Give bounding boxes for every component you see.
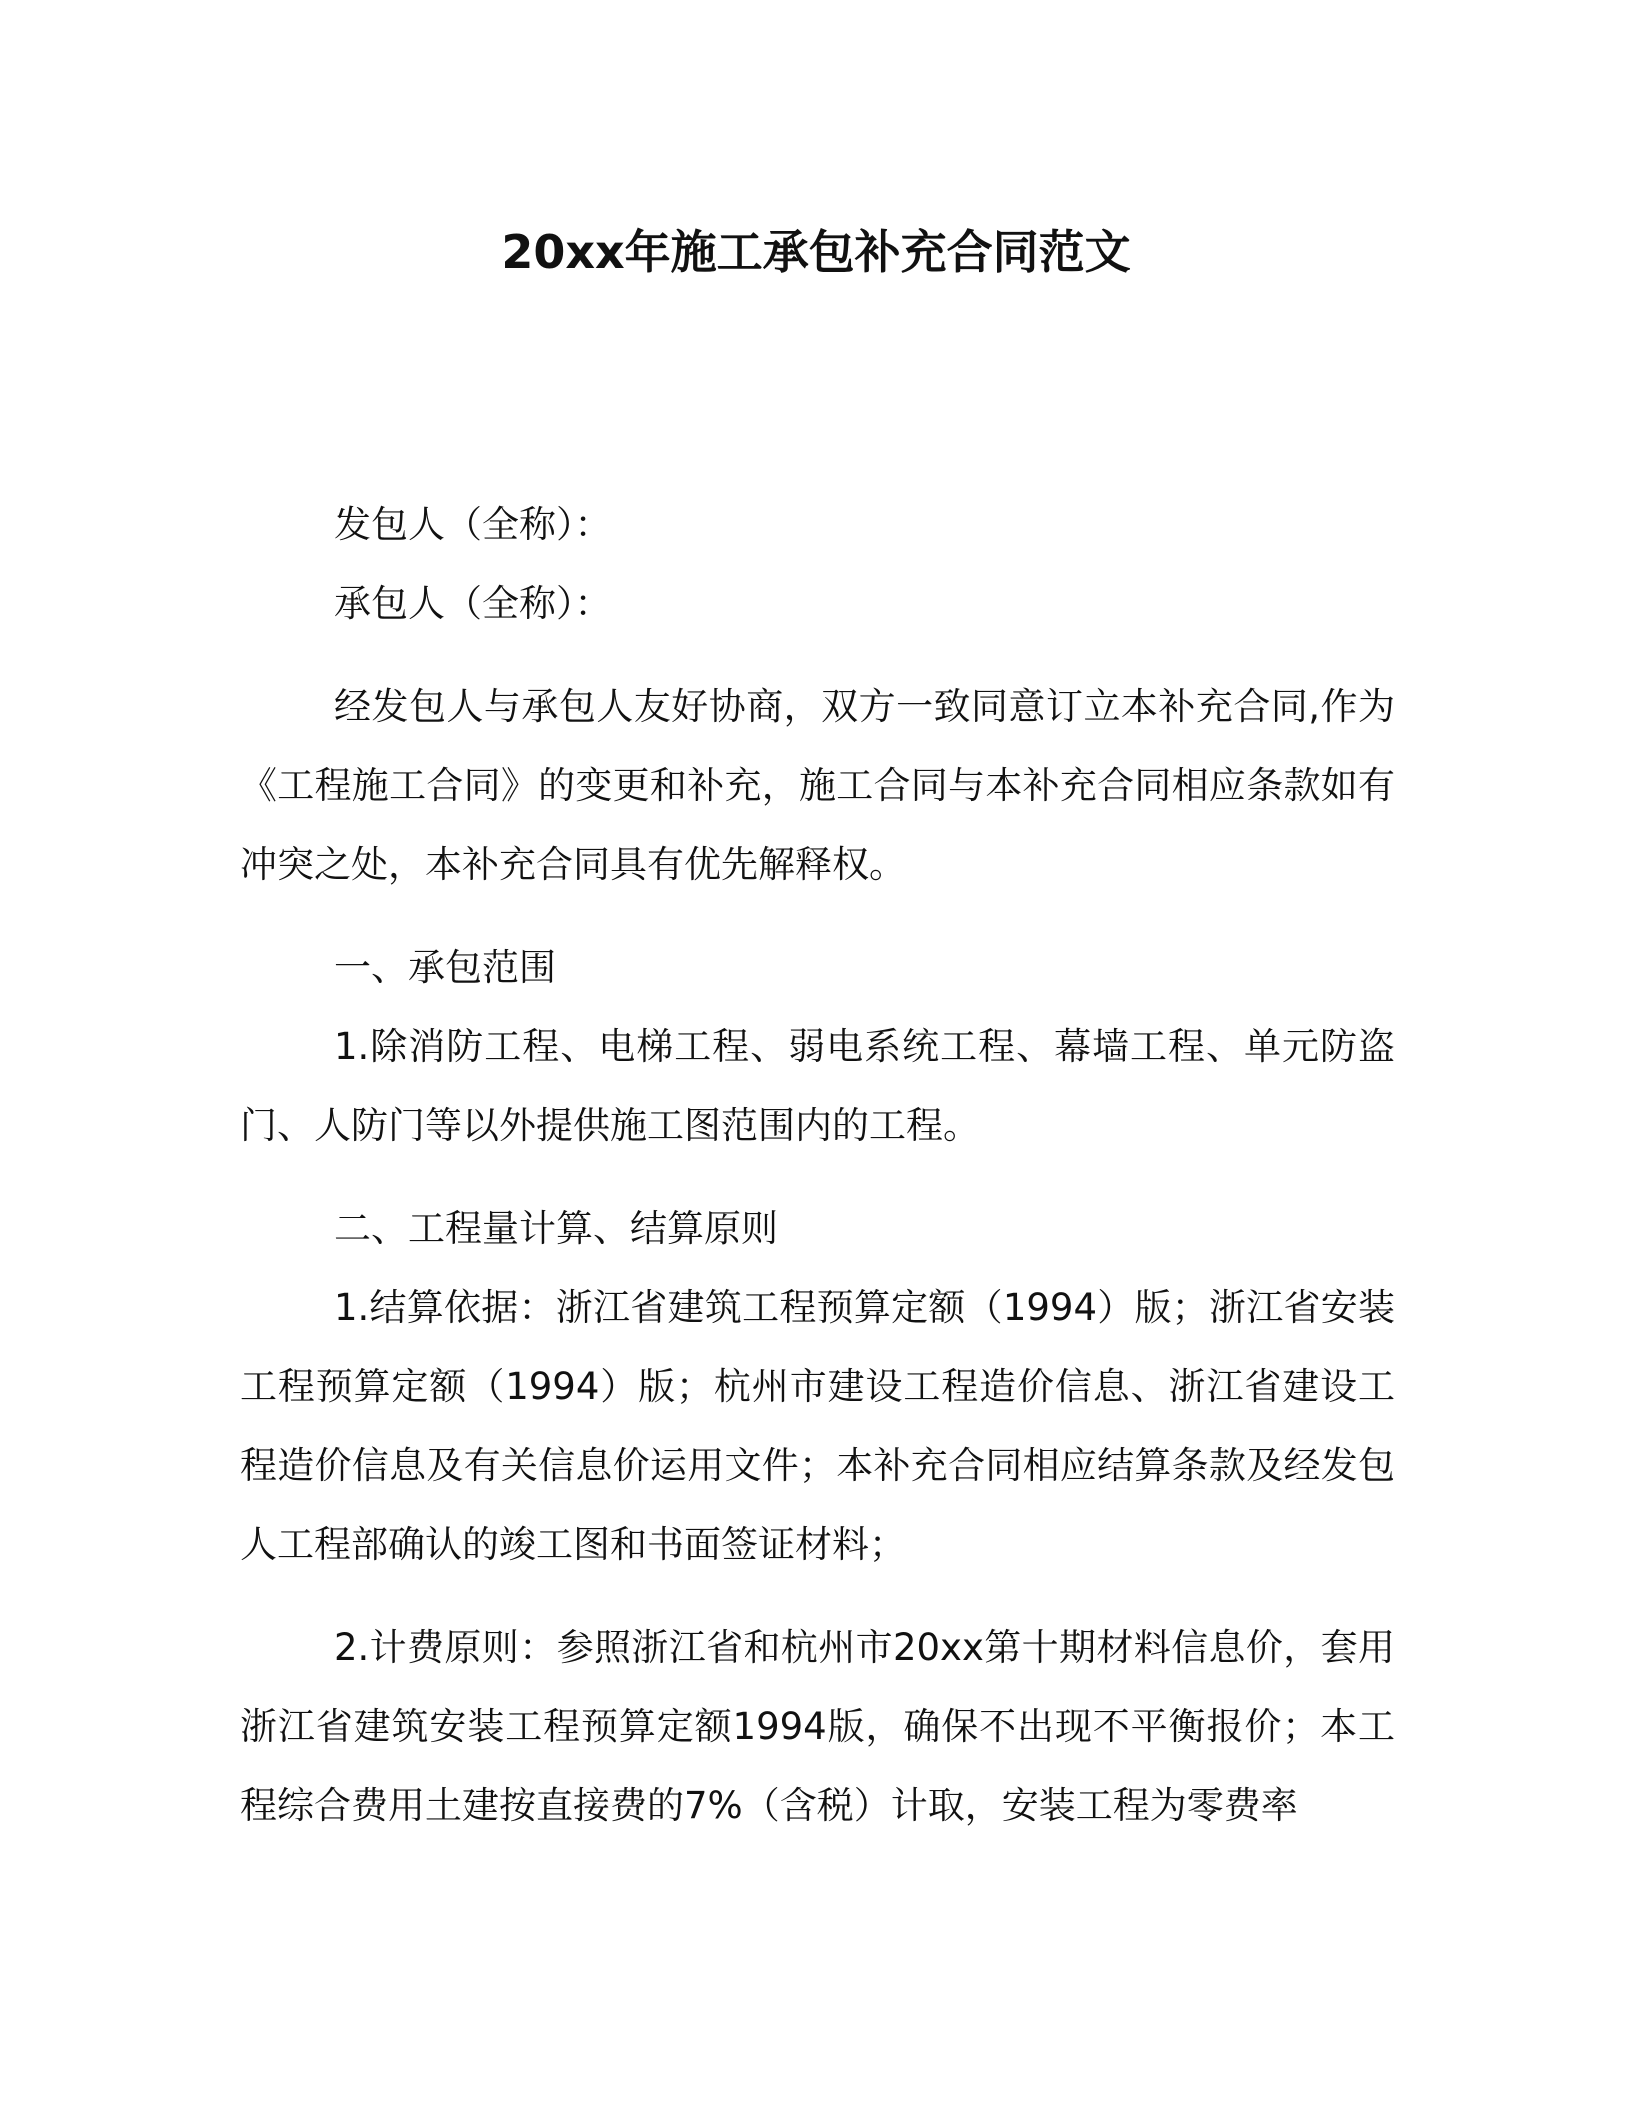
settlement-item-2: 2.计费原则：参照浙江省和杭州市20xx第十期材料信息价，套用浙江省建筑安装工程预算定额1994版，确保不出现不平衡报价；本工程综合费用土建按直接费的7%（含税）计取，安装工程为零费率: [240, 1626, 1395, 1827]
party-a-line: 发包人（全称）：: [334, 503, 612, 546]
section-heading-scope: 一、承包范围: [334, 946, 556, 989]
settlement-item-1: 1.结算依据：浙江省建筑工程预算定额（1994）版；浙江省安装工程预算定额（1994）版；杭州市建设工程造价信息、浙江省建设工程造价信息及有关信息价运用文件；本补充合同相应结算条款及经发包人工程部确认的竣工图和书面签证材料；: [240, 1286, 1395, 1566]
intro-paragraph: 经发包人与承包人友好协商，双方一致同意订立本补充合同,作为《工程施工合同》的变更和补充，施工合同与本补充合同相应条款如有冲突之处，本补充合同具有优先解释权。: [240, 685, 1395, 886]
party-b-line: 承包人（全称）：: [334, 582, 612, 625]
document-body: [240, 485, 1395, 1845]
scope-item-1: 1.除消防工程、电梯工程、弱电系统工程、幕墙工程、单元防盗门、人防门等以外提供施工图范围内的工程。: [240, 1025, 1395, 1147]
section-heading-settlement: 二、工程量计算、结算原则: [334, 1207, 778, 1250]
document-title: 20xx年施工承包补充合同范文: [501, 225, 1131, 279]
